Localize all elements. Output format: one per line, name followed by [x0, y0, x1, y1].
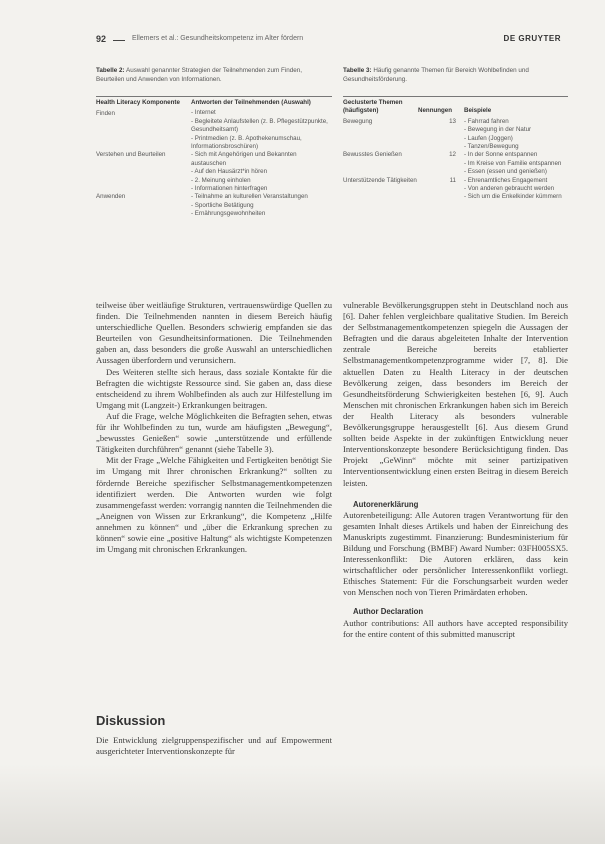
table3-caption — [343, 67, 568, 84]
table2-component-cell: Anwenden — [96, 193, 126, 201]
table2-caption — [96, 67, 328, 84]
author-declaration-text: Author contributions: All authors have accepted responsibility for the entire content of this submitted manuscript — [343, 617, 568, 639]
table3-caption-text: Häufig genannte Themen für Bereich Wohlbefinden und Gesundheitsförderung. — [343, 67, 529, 83]
table3-theme-cell: Bewusstes Genießen — [343, 151, 402, 159]
list-item: - Teilnahme an kulturellen Veranstaltungen — [191, 193, 332, 201]
table3-caption-label: Tabelle 3: — [343, 67, 372, 74]
table-row — [96, 109, 332, 151]
table2-body — [96, 109, 332, 218]
table2-col2-header: Antworten der Teilnehmenden (Auswahl) — [191, 99, 311, 106]
table3-body — [343, 118, 568, 202]
list-item: - Auf den Hausärzt*in hören — [191, 168, 332, 176]
list-item: - Von anderen gebraucht werden — [464, 185, 568, 193]
right-paragraph-1: vulnerable Bevölkerungsgruppen steht in Deutschland noch aus [6]. Daher fehlen vergleichbare qualitative Studien. Im Bereich der Selbstmanagementkompetenzen spiegeln die Aussagen der Befragten und die daraus abgeleiteten Inhalte der Intervention zentrale Bereiche bereits etablierter Selbstmanagementkompetenzprogramme wider [7, 8]. Die aktuellen Daten zu Health Literacy in der deutschen Bevölkerung zeigen, dass besonders im Bereich der Gesundheitsförderung Schwierigkeiten bestehen [6, 9]. Auch Menschen mit chronischen Erkrankungen haben sich im Bereich der Health Literacy als besonders vulnerable Bevölkerungsgruppe herausgestellt [6]. Aus diesem Grund sollten beide Aspekte in der zukünftigen Entwicklung neuer Interventionskonzepte besondere Berücksichtigung finden. Das Projekt „GeWinn“ möchte mit seiner partizipativen Interventionsentwicklung einen ersten Beitrag in diesem Bereich leisten. — [343, 300, 568, 488]
table3-count-cell: 12 — [449, 151, 456, 159]
list-item: - Sich um die Enkelkinder kümmern — [464, 193, 568, 201]
list-item: - Tanzen/Bewegung — [464, 143, 568, 151]
table3-count-cell: 11 — [449, 176, 456, 184]
table2-top-rule — [96, 96, 332, 97]
left-column-discussion-text — [96, 735, 332, 757]
table-row — [343, 151, 568, 176]
list-item: - Ernährungsgewohnheiten — [191, 210, 332, 218]
table3-col1-header: Geclusterte Themen (häufigsten) — [343, 99, 403, 115]
list-item: - 2. Meinung einholen — [191, 177, 332, 185]
list-item: - Fahrrad fahren — [464, 118, 568, 126]
table2-col1-header: Health Literacy Komponente — [96, 99, 180, 106]
table2-component-cell: Finden — [96, 110, 115, 118]
table2-component-cell: Verstehen und Beurteilen — [96, 151, 166, 159]
table3-examples-cell — [464, 177, 568, 202]
table3-examples-cell — [464, 118, 568, 152]
publisher-name: DE GRUYTER — [503, 34, 561, 43]
author-declaration-heading: Author Declaration — [353, 607, 424, 617]
running-header — [96, 34, 561, 48]
table3-theme-cell: Unterstützende Tätigkeiten — [343, 176, 417, 184]
list-item: - Im Kreise von Familie entspannen — [464, 160, 568, 168]
list-item: - Essen (essen und genießen) — [464, 168, 568, 176]
left-paragraph-1: teilweise über weitläufige Strukturen, vertrauenswürdige Quellen zu finden. Die Teilnehmenden nannten in diesem Bereich häufig unterschiedliche Quellen. Besonders schwierig empfanden sie das Beurteilen von Gesundheitsinformationen. Die Teilnehmenden gaben an, dass besonders die große Auswahl an unterschiedlichen Aussagen überfordern und verunsichern. — [96, 300, 332, 366]
table3-theme-cell: Bewegung — [343, 117, 373, 125]
list-item: - Sportliche Betätigung — [191, 202, 332, 210]
table2 — [96, 99, 332, 219]
list-item: - Sich mit Angehörigen und Bekannten austauschen — [191, 151, 332, 168]
table3-examples-cell — [464, 151, 568, 176]
header-dash — [113, 40, 125, 41]
table2-answers-cell — [191, 193, 332, 218]
table3-count-cell: 13 — [449, 117, 456, 125]
left-paragraph-4: Mit der Frage „Welche Fähigkeiten und Fertigkeiten benötigt Sie im Umgang mit Ihrer chronischen Erkrankung?“ sollten zu fördernde Bereiche spezifischer Selbstmanagementkompetenzen identifiziert werden. Die Antworten wurden wie folgt zusammengefasst werden: vorrangig nannten die Teilnehmenden die „Aneignen von Wissen zur Erkrankung“, die Kompetenz „Hilfe annehmen zu können“ und „über die Erkrankung sprechen zu können“ sowie eine „positive Haltung“ als wichtigste Kompetenzen im Umgang mit chronischen Erkrankungen. — [96, 455, 332, 555]
left-paragraph-3: Auf die Frage, welche Möglichkeiten die Befragten sehen, etwas für ihr Wohlbefinden zu tun, wurde am häufigsten „Bewegung“, „bewusstes Genießen“ sowie „unterstützende und erfüllende Tätigkeiten durchführen“ genannt (siehe Tabelle 3). — [96, 410, 332, 455]
list-item: - Bewegung in der Natur — [464, 126, 568, 134]
autorenerklaerung-text: Autorenbeteiligung: Alle Autoren tragen Verantwortung für den gesamten Inhalt dieses Artikels und haben der Einreichung des Manuskripts zugestimmt. Finanzierung: Bundesministerium für Bildung und Forschung (BMBF) Award Number: 03FH005SX5. Interessenkonflikt: Die Autoren erklären, dass kein wirtschaftlicher oder persönlicher Interessenkonflikt vorliegt. Ethisches Statement: Für die Forschungsarbeit wurden weder von Menschen noch von Tieren Primärdaten erhoben. — [343, 509, 568, 598]
table2-caption-text: Auswahl genannter Strategien der Teilnehmenden zum Finden, Beurteilen und Anwenden von Informationen. — [96, 67, 302, 83]
table3-top-rule — [343, 96, 568, 97]
table2-answers-cell — [191, 151, 332, 193]
list-item: - In der Sonne entspannen — [464, 151, 568, 159]
list-item: - Begleitete Anlaufstellen (z. B. Pflegestützpunkte, Gesundheitsamt) — [191, 118, 332, 135]
table-row — [96, 193, 332, 218]
section-heading-diskussion: Diskussion — [96, 713, 166, 728]
page-edge-shadow — [0, 764, 605, 844]
table2-header-row — [96, 99, 332, 109]
table-row — [343, 177, 568, 202]
table2-caption-label: Tabelle 2: — [96, 67, 125, 74]
table3-col2-header: Nennungen — [418, 107, 453, 115]
list-item: - Laufen (Joggen) — [464, 135, 568, 143]
table3 — [343, 99, 568, 202]
left-paragraph-2: Des Weiteren stellte sich heraus, dass soziale Kontakte für die Befragten die wichtigste Ressource sind. Sie gaben an, dass diese entscheidend zu ihrem Wohlbefinden als auch zur Hilfestellung im Umgang mit (Langzeit-) Erkrankungen beitragen. — [96, 366, 332, 410]
table2-answers-cell — [191, 109, 332, 151]
list-item: - Informationen hinterfragen — [191, 185, 332, 193]
table-row — [343, 118, 568, 152]
table3-header-row — [343, 99, 568, 118]
list-item: - Ehrenamtliches Engagement — [464, 177, 568, 185]
table3-col3-header: Beispiele — [464, 107, 492, 115]
right-column-text — [343, 300, 568, 640]
list-item: - Internet — [191, 109, 332, 117]
autorenerklaerung-heading: Autorenerklärung — [353, 499, 419, 509]
list-item: - Printmedien (z. B. Apothekenumschau, Informationsbroschüren) — [191, 135, 332, 152]
table-row — [96, 151, 332, 193]
page-number: 92 — [96, 34, 107, 44]
left-column-text — [96, 300, 332, 555]
discussion-paragraph: Die Entwicklung zielgruppenspezifischer und auf Empowerment ausgerichteter Interventionskonzepte für — [96, 735, 332, 757]
running-title: Ellemers et al.: Gesundheitskompetenz im Alter fördern — [132, 35, 304, 42]
